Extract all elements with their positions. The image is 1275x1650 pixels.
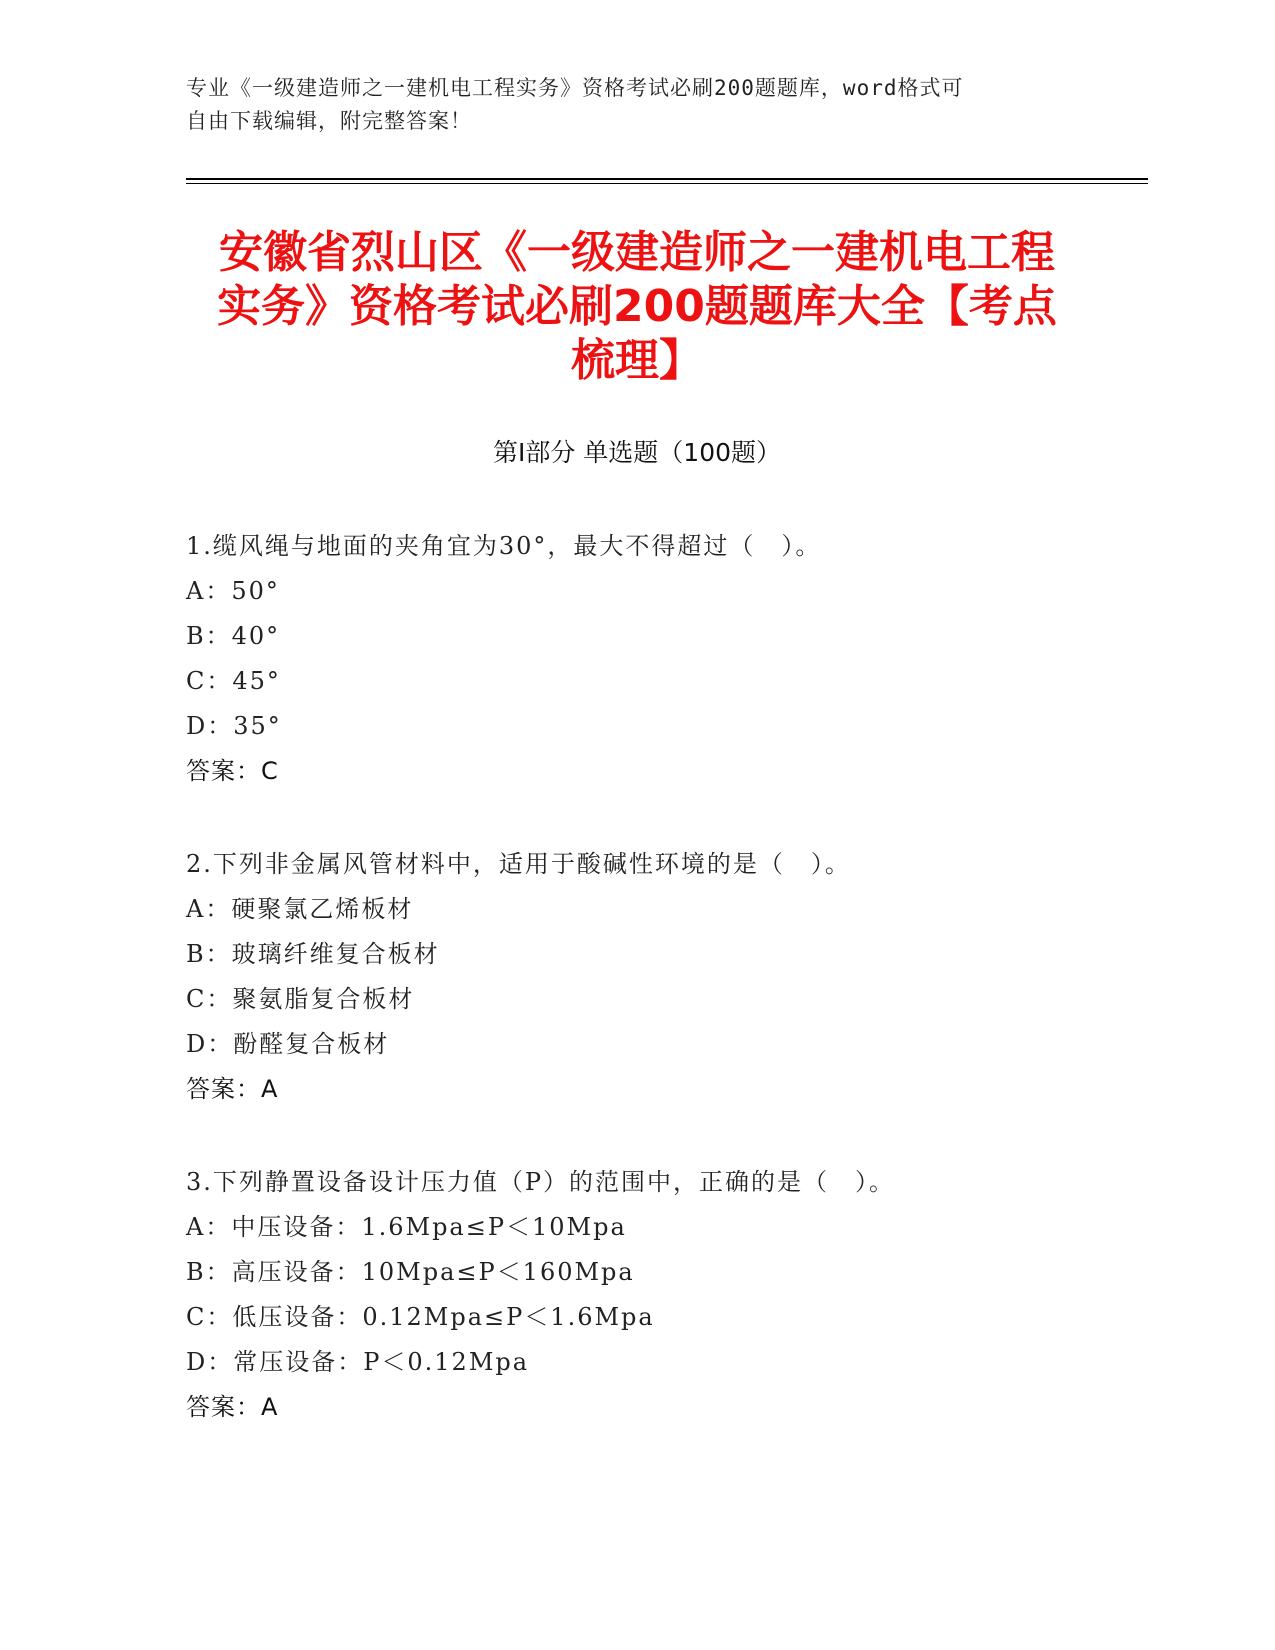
option-c: C：聚氨脂复合板材 (186, 985, 415, 1013)
option-a: A：中压设备：1.6Mpa≤P＜10Mpa (186, 1213, 627, 1241)
answer-line: 答案：C (186, 757, 279, 785)
option-d: D：常压设备：P＜0.12Mpa (186, 1348, 530, 1376)
question-stem: 3.下列静置设备设计压力值（P）的范围中，正确的是（ ）。 (186, 1168, 896, 1196)
header-divider-thin (186, 183, 1148, 184)
header-divider-thick (186, 178, 1148, 180)
document-title (186, 226, 1088, 388)
option-c: C：45° (186, 667, 281, 695)
option-d: D：酚醛复合板材 (186, 1030, 390, 1058)
option-b: B：玻璃纤维复合板材 (186, 940, 440, 968)
question-1 (186, 524, 1146, 794)
option-a: A：50° (186, 577, 280, 605)
question-3 (186, 1160, 1146, 1430)
document-title-line-1: 安徽省烈山区《一级建造师之一建机电工程 (219, 227, 1055, 278)
header-note-line-2: 自由下载编辑，附完整答案！ (186, 109, 472, 133)
header-note-line-1: 专业《一级建造师之一建机电工程实务》资格考试必刷200题题库，word格式可 (186, 76, 964, 100)
question-stem: 2.下列非金属风管材料中，适用于酸碱性环境的是（ ）。 (186, 850, 851, 878)
section-title: 第Ⅰ部分 单选题（100题） (492, 438, 782, 467)
answer-line: 答案：A (186, 1075, 279, 1103)
question-2 (186, 842, 1146, 1112)
document-title-line-3: 梳理】 (571, 335, 703, 386)
option-d: D：35° (186, 712, 282, 740)
header-note (186, 72, 1086, 138)
option-a: A：硬聚氯乙烯板材 (186, 895, 414, 923)
option-c: C：低压设备：0.12Mpa≤P＜1.6Mpa (186, 1303, 655, 1331)
document-title-line-2: 实务》资格考试必刷200题题库大全【考点 (217, 281, 1057, 332)
answer-line: 答案：A (186, 1393, 279, 1421)
option-b: B：40° (186, 622, 281, 650)
question-stem: 1.缆风绳与地面的夹角宜为30°，最大不得超过（ ）。 (186, 532, 822, 560)
option-b: B：高压设备：10Mpa≤P＜160Mpa (186, 1258, 635, 1286)
